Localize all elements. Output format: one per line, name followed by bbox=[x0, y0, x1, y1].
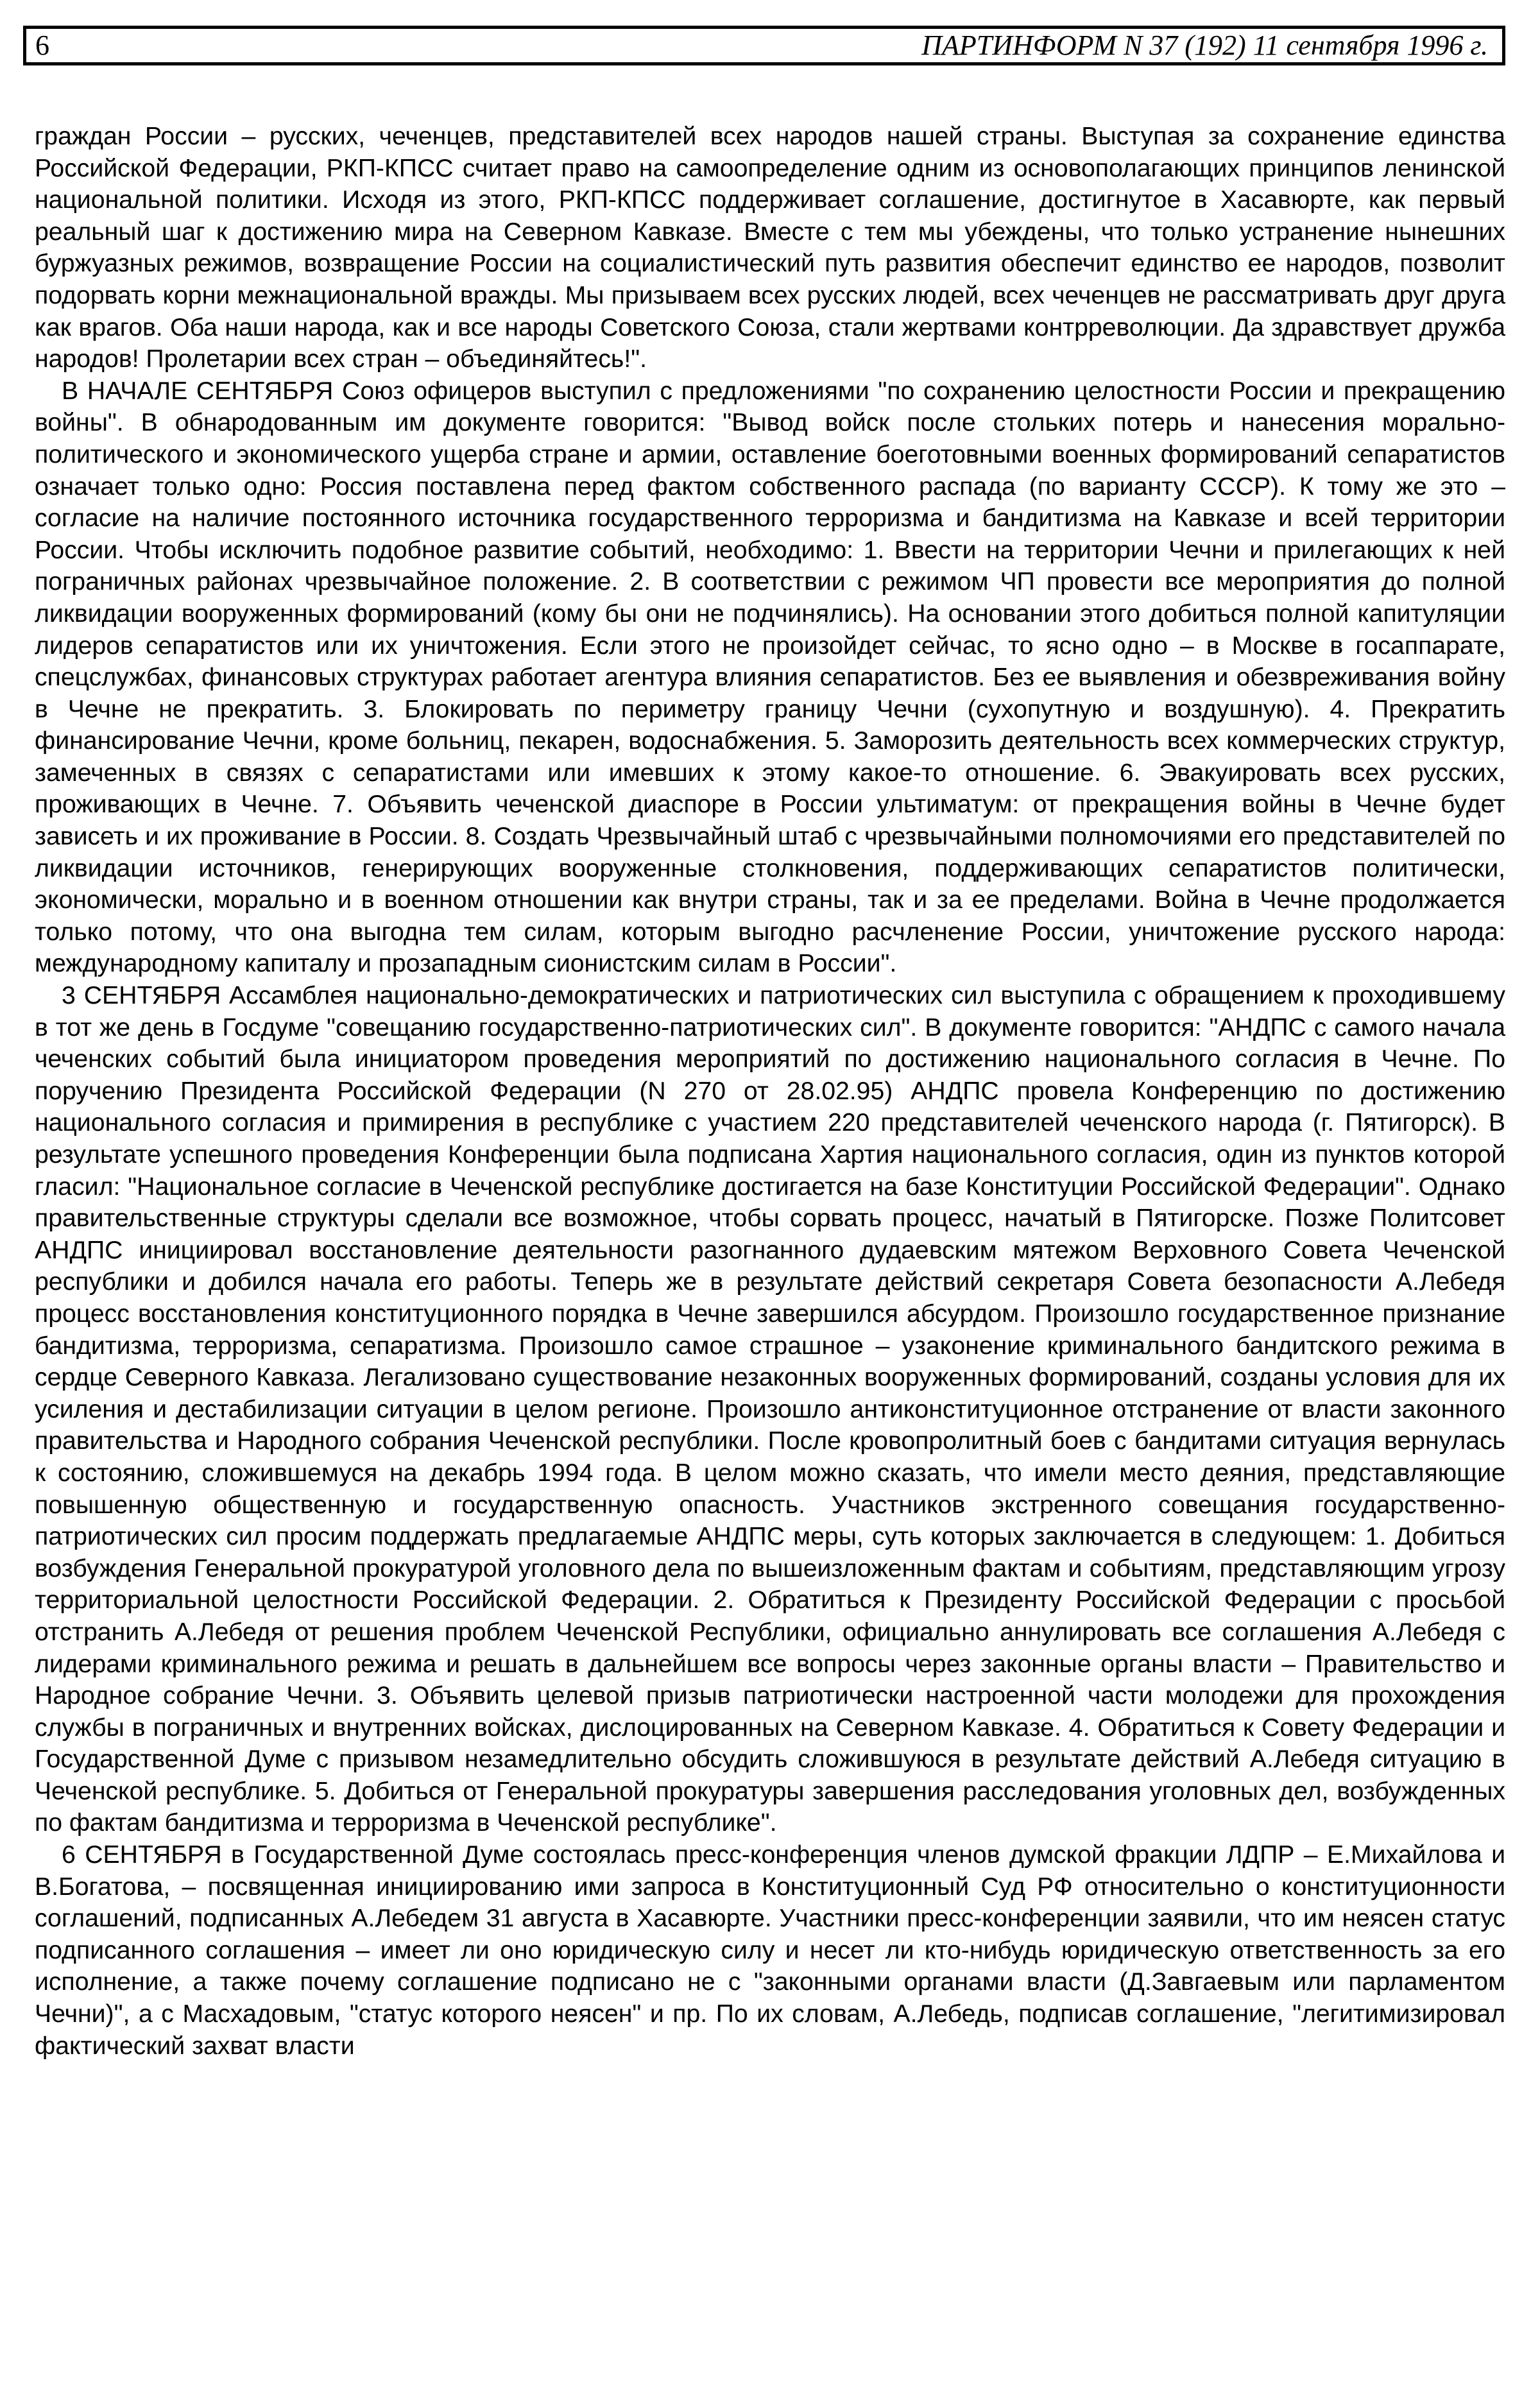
page-header bbox=[23, 26, 1505, 65]
paragraph-ldpr-press-conference: 6 СЕНТЯБРЯ в Государственной Думе состоялась пресс-конференция членов думской фракции ЛДПР – Е.Михайлова и В.Богатова, – посвященная инициированию ими запроса в Конституционный Суд РФ относительно о конституционности соглашений, подписанных А.Лебедем 31 августа в Хасавюрте. Участники пресс-конференции заявили, что им неясен статус подписанного соглашения – имеет ли оно юридическую силу и несет ли кто-нибудь юридическую ответственность за его исполнение, а также почему соглашение подписано не с "законными органами власти (Д.Завгаевым или парламентом Чечни)", а с Масхадовым, "статус которого неясен" и пр. По их словам, А.Лебедь, подписав соглашение, "легитимизировал фактический захват власти bbox=[35, 1841, 1505, 2060]
article-body bbox=[35, 121, 1505, 2328]
page-number: 6 bbox=[35, 30, 49, 61]
paragraph-officers-union: В НАЧАЛЕ СЕНТЯБРЯ Союз офицеров выступил с предложениями "по сохранению целостности России и прекращению войны". В обнародованным им документе говорится: "Вывод войск после стольких потерь и нанесения морально-политического и экономического ущерба стране и армии, оставление боеготовными военных формирований сепаратистов означает только одно: Россия поставлена перед фактом собственного распада (по варианту СССР). К тому же это – согласие на наличие постоянного источника государственного терроризма и бандитизма на Кавказе и всей территории России. Чтобы исключить подобное развитие событий, необходимо: 1. Ввести на территории Чечни и прилегающих к ней пограничных районах чрезвычайное положение. 2. В соответствии с режимом ЧП провести все мероприятия до полной ликвидации вооруженных формирований (кому бы они не подчинялись). На основании этого добиться полной капитуляции лидеров сепаратистов или их уничтожения. Если этого не произойдет сейчас, то ясно одно – в Москве в госаппарате, спецслужбах, финансовых структурах работает агентура влияния сепаратистов. Без ее выявления и обезвреживания войну в Чечне не прекратить. 3. Блокировать по периметру границу Чечни (сухопутную и воздушную). 4. Прекратить финансирование Чечни, кроме больниц, пекарен, водоснабжения. 5. Заморозить деятельность всех коммерческих структур, замеченных в связях с сепаратистами или имевших к этому какое-то отношение. 6. Эвакуировать всех русских, проживающих в Чечне. 7. Объявить чеченской диаспоре в России ультиматум: от прекращения войны в Чечне будет зависеть и их проживание в России. 8. Создать Чрезвычайный штаб с чрезвычайными полномочиями его представителей по ликвидации источников, генерирующих вооруженные столкновения, поддерживающих сепаратистов политически, экономически, морально и в военном отношении как внутри страны, так и за ее пределами. Война в Чечне продолжается только потому, что она выгодна тем силам, которым выгодно расчленение России, уничтожение русского народа: международному капиталу и прозападным сионистским силам в России". bbox=[35, 377, 1505, 978]
issue-line: ПАРТИНФОРМ N 37 (192) 11 сентября 1996 г. bbox=[921, 30, 1488, 61]
paragraph-continuation: граждан России – русских, чеченцев, представителей всех народов нашей страны. Выступая за сохранение единства Российской Федерации, РКП-КПСС считает право на самоопределение одним из основополагающих принципов ленинской национальной политики. Исходя из этого, РКП-КПСС поддерживает соглашение, достигнутое в Хасавюрте, как первый реальный шаг к достижению мира на Северном Кавказе. Вместе с тем мы убеждены, что только устранение нынешних буржуазных режимов, возвращение России на социалистический путь развития обеспечит единство ее народов, позволит подорвать корни межнациональной вражды. Мы призываем всех русских людей, всех чеченцев не рассматривать друг друга как врагов. Оба наши народа, как и все народы Советского Союза, стали жертвами контрреволюции. Да здравствует дружба народов! Пролетарии всех стран – объединяйтесь!". bbox=[35, 123, 1505, 373]
paragraph-andps-appeal: 3 СЕНТЯБРЯ Ассамблея национально-демократических и патриотических сил выступила с обращением к проходившему в тот же день в Госдуме "совещанию государственно-патриотических сил". В документе говорится: "АНДПС с самого начала чеченских событий была инициатором проведения мероприятий по достижению национального согласия в Чечне. По поручению Президента Российской Федерации (N 270 от 28.02.95) АНДПС провела Конференцию по достижению национального согласия и примирения в республике с участием 220 представителей чеченского народа (г. Пятигорск). В результате успешного проведения Конференции была подписана Хартия национального согласия, один из пунктов которой гласил: "Национальное согласие в Чеченской республике достигается на базе Конституции Российской Федерации". Однако правительственные структуры сделали все возможное, чтобы сорвать процесс, начатый в Пятигорске. Позже Политсовет АНДПС инициировал восстановление деятельности разогнанного дудаевским мятежом Верховного Совета Чеченской республики и добился начала его работы. Теперь же в результате действий секретаря Совета безопасности А.Лебедя процесс восстановления конституционного порядка в Чечне завершился абсурдом. Произошло государственное признание бандитизма, терроризма, сепаратизма. Произошло самое страшное – узаконение криминального бандитского режима в сердце Северного Кавказа. Легализовано существование незаконных вооруженных формирований, созданы условия для их усиления и дестабилизации ситуации в целом регионе. Произошло антиконституционное отстранение от власти законного правительства и Народного собрания Чеченской республики. После кровопролитный боев с бандитами ситуация вернулась к состоянию, сложившемуся на декабрь 1994 года. В целом можно сказать, что имели место деяния, представляющие повышенную общественную и государственную опасность. Участников экстренного совещания государственно-патриотических сил просим поддержать предлагаемые АНДПС меры, суть которых заключается в следующем: 1. Добиться возбуждения Генеральной прокуратурой уголовного дела по вышеизложенным фактам и событиям, представляющим угрозу территориальной целостности Российской Федерации. 2. Обратиться к Президенту Российской Федерации с просьбой отстранить А.Лебедя от решения проблем Чеченской Республики, официально аннулировать все соглашения А.Лебедя с лидерами криминального режима и решать в дальнейшем все вопросы через законные органы власти – Правительство и Народное собрание Чечни. 3. Объявить целевой призыв патриотически настроенной части молодежи для прохождения службы в пограничных и внутренних войсках, дислоцированных на Северном Кавказе. 4. Обратиться к Совету Федерации и Государственной Думе с призывом незамедлительно обсудить сложившуюся в результате действий А.Лебедя ситуацию в Чеченской республике. 5. Добиться от Генеральной прокуратуры завершения расследования уголовных дел, возбужденных по фактам бандитизма и терроризма в Чеченской республике". bbox=[35, 982, 1505, 1837]
